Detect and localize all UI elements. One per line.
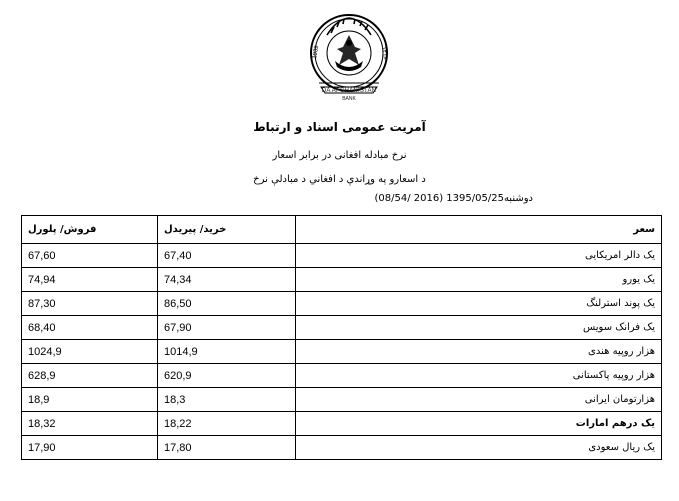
page-title: آمریت عمومی اسناد و ارتباط	[253, 120, 426, 134]
currency-name-cell: یک یورو	[296, 268, 662, 292]
sell-rate-cell: 18,9	[22, 388, 158, 412]
header-buy: خرید/ پیریدل	[158, 216, 296, 244]
subtitle-pashto: د اسعارو په وړاندې د افغاني د مبادلې نرخ	[253, 174, 426, 185]
seal-caption-line1: DA AFGHANISTAN	[321, 88, 377, 94]
exchange-rates-table	[21, 215, 662, 460]
seal-caption-line2: BANK	[342, 96, 356, 102]
sell-rate-cell: 68,40	[22, 316, 158, 340]
sell-rate-cell: 628,9	[22, 364, 158, 388]
currency-name-cell: هزار روپیه هندی	[296, 340, 662, 364]
seal-year-right: ۱۳۱۸	[380, 46, 390, 61]
table-row	[22, 340, 662, 364]
subtitle-dari: نرخ مبادله افغانی در برابر اسعار	[272, 150, 407, 161]
seal-year-left: 1939	[312, 45, 321, 60]
table-row	[22, 316, 662, 340]
buy-rate-cell: 18,3	[158, 388, 296, 412]
header-currency: سعر	[296, 216, 662, 244]
buy-rate-cell: 620,9	[158, 364, 296, 388]
buy-rate-cell: 86,50	[158, 292, 296, 316]
header-sell: فروش/ پلورل	[22, 216, 158, 244]
buy-rate-cell: 67,90	[158, 316, 296, 340]
sell-rate-cell: 74,94	[22, 268, 158, 292]
table-row	[22, 292, 662, 316]
sell-rate-cell: 1024,9	[22, 340, 158, 364]
table-row	[22, 412, 662, 436]
currency-name-cell: یک درهم امارات	[296, 412, 662, 436]
sell-rate-cell: 87,30	[22, 292, 158, 316]
table-header-row	[22, 216, 662, 244]
currency-name-cell: یک فرانک سویس	[296, 316, 662, 340]
table-row	[22, 364, 662, 388]
currency-name-cell: هزارتومان ایرانی	[296, 388, 662, 412]
sell-rate-cell: 17,90	[22, 436, 158, 460]
buy-rate-cell: 18,22	[158, 412, 296, 436]
buy-rate-cell: 1014,9	[158, 340, 296, 364]
buy-rate-cell: 67,40	[158, 244, 296, 268]
date-line: دوشنبه1395/05/25 (2016 /08/54)	[374, 193, 533, 204]
buy-rate-cell: 17,80	[158, 436, 296, 460]
sell-rate-cell: 67,60	[22, 244, 158, 268]
currency-name-cell: یک دالر امریکایی	[296, 244, 662, 268]
table-row	[22, 388, 662, 412]
table-row	[22, 268, 662, 292]
rates-body	[22, 244, 662, 460]
currency-name-cell: یک پوند استرلنگ	[296, 292, 662, 316]
table-row	[22, 436, 662, 460]
table-row	[22, 244, 662, 268]
buy-rate-cell: 74,34	[158, 268, 296, 292]
currency-name-cell: یک ریال سعودی	[296, 436, 662, 460]
sell-rate-cell: 18,32	[22, 412, 158, 436]
currency-name-cell: هزار روپیه پاکستانی	[296, 364, 662, 388]
